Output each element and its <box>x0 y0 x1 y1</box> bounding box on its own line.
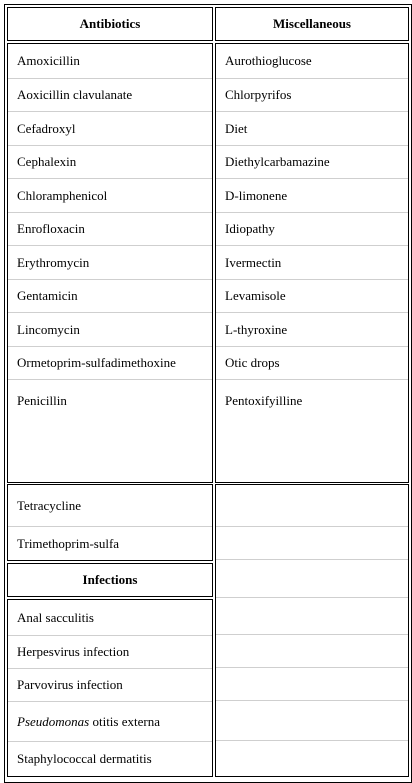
list-item: Aurothioglucose <box>216 44 408 79</box>
infections-list <box>7 599 213 777</box>
empty-row <box>216 527 408 560</box>
list-item: Pseudomonas otitis externa <box>8 702 212 742</box>
antibiotics-list-continued <box>7 484 213 561</box>
list-item: Trimethoprim-sulfa <box>17 535 120 551</box>
list-item: Erythromycin <box>8 246 212 280</box>
list-item: D-limonene <box>216 179 408 213</box>
list-item: Diet <box>216 112 408 146</box>
antibiotics-list <box>7 43 213 483</box>
miscellaneous-header <box>215 7 409 41</box>
antibiotics-header-label: Antibiotics <box>79 16 141 31</box>
miscellaneous-empty-box <box>215 484 409 777</box>
list-item: Otic drops <box>216 347 408 380</box>
list-item: Penicillin <box>17 393 67 408</box>
list-item: Gentamicin <box>8 280 212 313</box>
list-item: Amoxicillin <box>8 44 212 79</box>
empty-row <box>216 485 408 527</box>
list-item: Aoxicillin clavulanate <box>8 79 212 112</box>
list-item: Levamisole <box>216 280 408 313</box>
italic-term: Pseudomonas <box>17 713 90 729</box>
list-item: Cefadroxyl <box>8 112 212 146</box>
miscellaneous-header-label: Miscellaneous <box>273 16 351 31</box>
empty-row <box>216 560 408 598</box>
list-item: Pentoxifyilline <box>225 393 303 408</box>
list-item: Cephalexin <box>8 146 212 179</box>
infections-header-label: Infections <box>82 572 138 587</box>
miscellaneous-list <box>215 43 409 483</box>
empty-row <box>216 701 408 741</box>
list-item: Chlorpyrifos <box>216 79 408 112</box>
empty-row <box>216 598 408 635</box>
empty-row <box>216 635 408 668</box>
list-item: Parvovirus infection <box>8 669 212 702</box>
list-item: Enrofloxacin <box>8 213 212 246</box>
empty-row <box>216 741 408 776</box>
list-item: Anal sacculitis <box>8 600 212 636</box>
list-item: Lincomycin <box>8 313 212 347</box>
empty-row <box>216 668 408 701</box>
list-item: Chloramphenicol <box>8 179 212 213</box>
list-item: Ormetoprim-sulfadimethoxine <box>8 347 212 380</box>
list-item: Idiopathy <box>216 213 408 246</box>
antibiotics-header <box>7 7 213 41</box>
list-item: Herpesvirus infection <box>8 636 212 669</box>
list-item: Tetracycline <box>8 485 212 527</box>
list-item: Diethylcarbamazine <box>216 146 408 179</box>
list-item: L-thyroxine <box>216 313 408 347</box>
list-item: Staphylococcal dermatitis <box>17 751 152 766</box>
list-item: Ivermectin <box>216 246 408 280</box>
infections-header <box>7 563 213 597</box>
